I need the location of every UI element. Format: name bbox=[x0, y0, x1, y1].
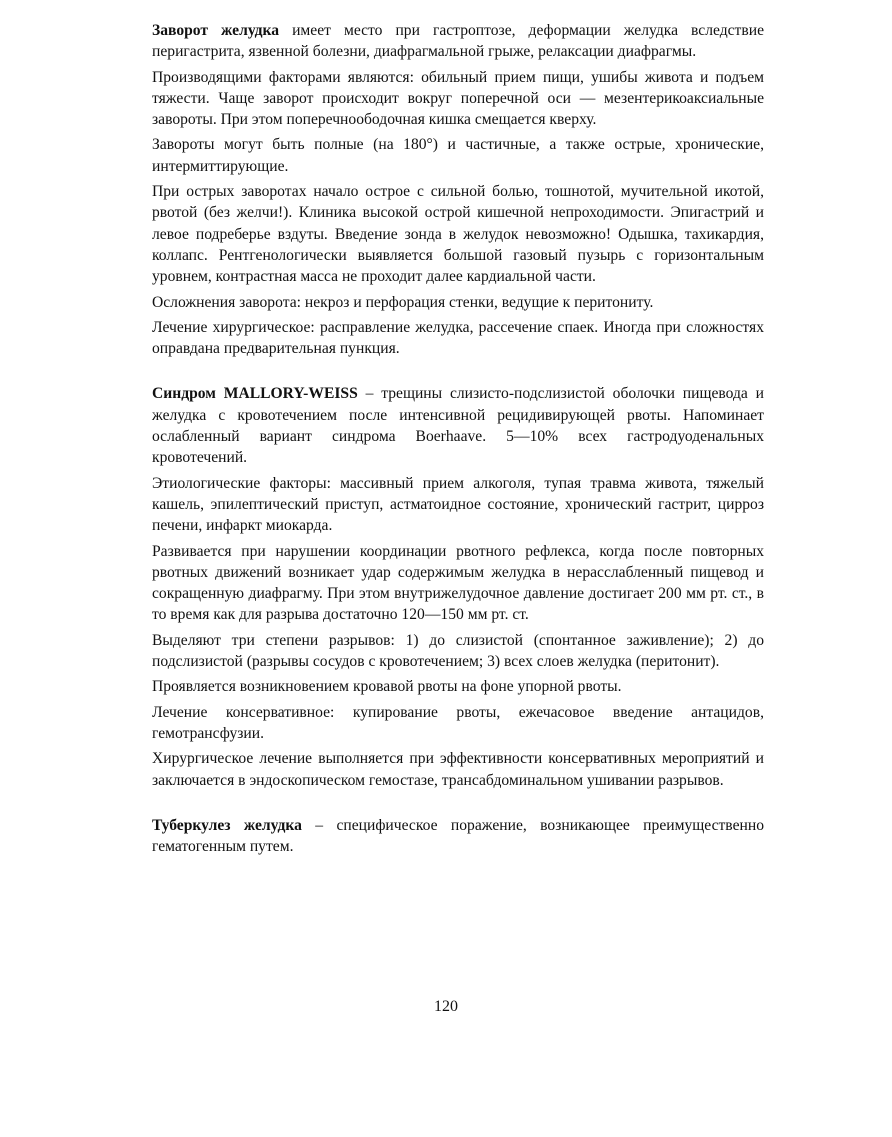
paragraph bbox=[152, 383, 764, 468]
paragraph-text: Развивается при нарушении координации рвотного рефлекса, когда после повторных рвотных движений возникает удар содержимым желудка в нерасслабленный пищевод и сокращенную диафрагму. При этом внутрижелудочное давление достигает 200 мм рт. ст., в то время как для разрыва достаточно 120—150 мм рт. ст. bbox=[152, 542, 764, 624]
term-heading: Туберкулез желудка bbox=[152, 816, 302, 834]
paragraph-text: Этиологические факторы: массивный прием алкоголя, тупая травма живота, тяжелый кашель, эпилептический приступ, астматоидное состояние, хронический гастрит, цирроз печени, инфаркт миокарда. bbox=[152, 474, 764, 535]
paragraph bbox=[152, 676, 764, 697]
paragraph bbox=[152, 292, 764, 313]
paragraph bbox=[152, 181, 764, 287]
paragraph-text: Хирургическое лечение выполняется при эффективности консервативных мероприятий и заключается в эндоскопическом гемостазе, трансабдоминальном ушивании разрывов. bbox=[152, 750, 764, 789]
paragraph bbox=[152, 815, 764, 858]
term-heading: Синдром MALLORY-WEISS bbox=[152, 385, 358, 403]
paragraph bbox=[152, 134, 764, 177]
paragraph bbox=[152, 20, 764, 63]
paragraph-text: Завороты могут быть полные (на 180°) и частичные, а также острые, хронические, интермиттирующие. bbox=[152, 136, 764, 175]
paragraph-text: При острых заворотах начало острое с сильной болью, тошнотой, мучительной икотой, рвотой (без желчи!). Клиника высокой острой кишечной непроходимости. Эпигастрий и левое подреберье вздуты. Введение зонда в желудок невозможно! Одышка, тахикардия, коллапс. Рентгенологически выявляется большой газовый пузырь с горизонтальным уровнем, контрастная масса не проходит далее кардиальной части. bbox=[152, 183, 764, 286]
paragraph-text: имеет место при гастроптозе, деформации желудка вследствие перигастрита, язвенной болезни, диафрагмальной грыже, релаксации диафрагмы. bbox=[152, 22, 765, 61]
paragraph-text: Лечение консервативное: купирование рвоты, ежечасовое введение антацидов, гемотрансфузии. bbox=[152, 703, 764, 742]
paragraph bbox=[152, 473, 764, 537]
section-mallory-weiss bbox=[152, 383, 764, 790]
paragraph-text: Осложнения заворота: некроз и перфорация стенки, ведущие к перитониту. bbox=[152, 293, 654, 311]
section-tuberculosis bbox=[152, 815, 764, 858]
section-volvulus bbox=[152, 20, 764, 359]
paragraph-text: Производящими факторами являются: обильный прием пищи, ушибы живота и подъем тяжести. Чаще заворот происходит вокруг поперечной оси — мезентерикоаксиальные завороты. При этом поперечноободочная кишка смещается кверху. bbox=[152, 68, 764, 129]
paragraph bbox=[152, 317, 764, 360]
page-number: 120 bbox=[434, 998, 458, 1015]
paragraph-text: – специфическое поражение, возникающее преимущественно гематогенным путем. bbox=[152, 816, 764, 856]
term-heading: Заворот желудка bbox=[152, 22, 280, 39]
paragraph bbox=[152, 541, 764, 626]
paragraph bbox=[152, 702, 764, 745]
paragraph bbox=[152, 630, 764, 673]
page-body bbox=[152, 20, 764, 861]
paragraph-text: Лечение хирургическое: расправление желудка, рассечение спаек. Иногда при сложностях оправдана предварительная пункция. bbox=[152, 318, 764, 358]
paragraph-text: Выделяют три степени разрывов: 1) до слизистой (спонтанное заживление); 2) до подслизистой (разрывы сосудов с кровотечением; 3) всех слоев желудка (перитонит). bbox=[152, 631, 764, 671]
paragraph-text: Проявляется возникновением кровавой рвоты на фоне упорной рвоты. bbox=[152, 678, 622, 696]
paragraph bbox=[152, 748, 764, 791]
paragraph-text: – трещины слизисто-подслизистой оболочки пищевода и желудка с кровотечением после интенсивной рецидивирующей рвоты. Напоминает ослабленный вариант синдрома Boerhaave. 5—10% всех гастродуоденальных кровотечений. bbox=[152, 385, 764, 467]
paragraph bbox=[152, 67, 764, 131]
